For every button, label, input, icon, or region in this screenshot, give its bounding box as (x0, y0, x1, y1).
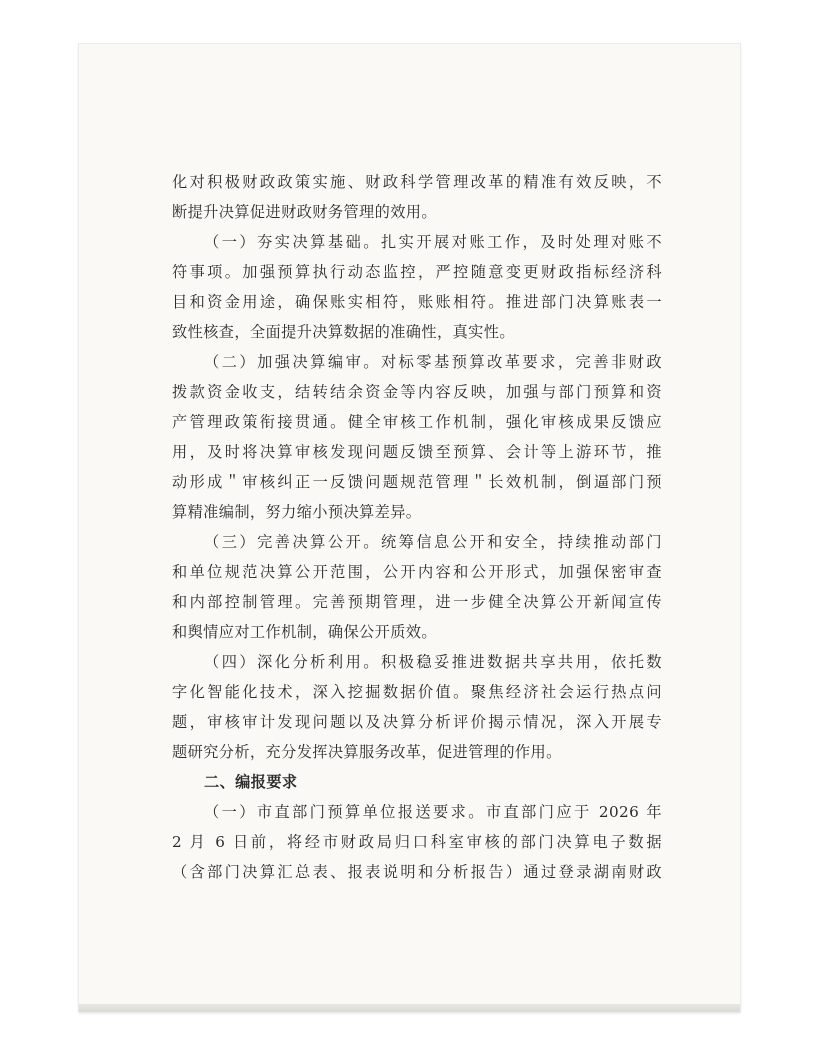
paragraph-line: （三）完善决算公开。统筹信息公开和安全，持续推动部门 (204, 533, 662, 551)
paragraph-line: （四）深化分析利用。积极稳妥推进数据共享共用，依托数 (204, 653, 662, 671)
section-heading: 二、编报要求 (204, 773, 298, 791)
paragraph-line: （二）加强决算编审。对标零基预算改革要求，完善非财政 (204, 353, 662, 371)
body-line: 和单位规范决算公开范围，公开内容和公开形式，加强保密审查 (172, 563, 662, 581)
body-line: 用，及时将决算审核发现问题反馈至预算、会计等上游环节，推 (172, 443, 662, 461)
body-line: 2 月 6 日前，将经市财政局归口科室审核的部门决算电子数据 (172, 833, 662, 851)
body-line: 拨款资金收支，结转结余资金等内容反映，加强与部门预算和资 (172, 383, 662, 401)
body-line: 动形成＂审核纠正一反馈问题规范管理＂长效机制，倒逼部门预 (172, 473, 662, 491)
body-line: 断提升决算促进财政财务管理的效用。 (172, 203, 437, 221)
body-line: 目和资金用途，确保账实相符，账账相符。推进部门决算账表一 (172, 293, 662, 311)
body-line: 致性核查，全面提升决算数据的准确性，真实性。 (172, 323, 515, 341)
body-line: 和舆情应对工作机制，确保公开质效。 (172, 623, 437, 641)
body-line: 化对积极财政政策实施、财政科学管理改革的精准有效反映，不 (172, 173, 662, 191)
paragraph-line: （一）市直部门预算单位报送要求。市直部门应于 2026 年 (204, 803, 662, 821)
body-line: 题，审核审计发现问题以及决算分析评价揭示情况，深入开展专 (172, 713, 662, 731)
body-line: （含部门决算汇总表、报表说明和分析报告）通过登录湖南财政 (172, 863, 662, 881)
body-line: 产管理政策衔接贯通。健全审核工作机制，强化审核成果反馈应 (172, 413, 662, 431)
paragraph-line: （一）夯实决算基础。扎实开展对账工作，及时处理对账不 (204, 233, 662, 251)
document-body (172, 167, 662, 887)
body-line: 和内部控制管理。完善预期管理，进一步健全决算公开新闻宣传 (172, 593, 662, 611)
body-line: 算精准编制，努力缩小预决算差异。 (172, 503, 422, 521)
page-bottom-edge (79, 1004, 740, 1012)
body-line: 字化智能化技术，深入挖掘数据价值。聚焦经济社会运行热点问 (172, 683, 662, 701)
body-line: 题研究分析，充分发挥决算服务改革，促进管理的作用。 (172, 743, 562, 761)
body-line: 符事项。加强预算执行动态监控，严控随意变更财政指标经济科 (172, 263, 662, 281)
